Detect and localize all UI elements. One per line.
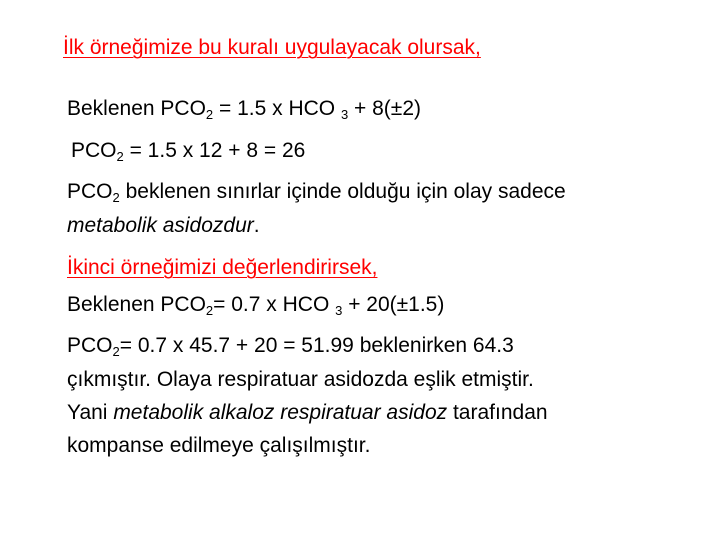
text-line-compensated: kompanse edilmeye çalışılmıştır.: [67, 434, 371, 457]
formula-line-pco2-calc-1: $PCO_2 = 1.5$ x 12 + 8 = 26: [71, 139, 306, 164]
formula-line-pco2-calc-2: $PCO_2= 0.7$ x 45.7 + 20 = 51.99 beklenirken 64.3: [67, 334, 514, 359]
text-line-within-limits: $PCO_2$ beklenen sınırlar içinde olduğu için olay sadece: [67, 180, 566, 205]
text-line-compensation: Yani metabolik alkaloz respiratuar asidoz tarafından: [67, 401, 548, 424]
formula-line-expected-pco2-2: Beklenen $PCO_2= 0.7$ x HCO $_3$ + 20(±1.5): [67, 293, 445, 318]
text-line-respiratory-acidosis: çıkmıştır. Olaya respiratuar asidozda eşlik etmiştir.: [67, 368, 534, 391]
slide-heading: İlk örneğimize bu kuralı uygulayacak olursak,: [63, 36, 481, 59]
slide-heading-second-example: İkinci örneğimizi değerlendirirsek,: [67, 256, 378, 279]
formula-line-expected-pco2-1: Beklenen $PCO_2 = 1.5$ x HCO $_3$ + 8(±2): [67, 97, 421, 122]
text-line-metabolic-acidosis: metabolik asidozdur.: [67, 214, 260, 237]
